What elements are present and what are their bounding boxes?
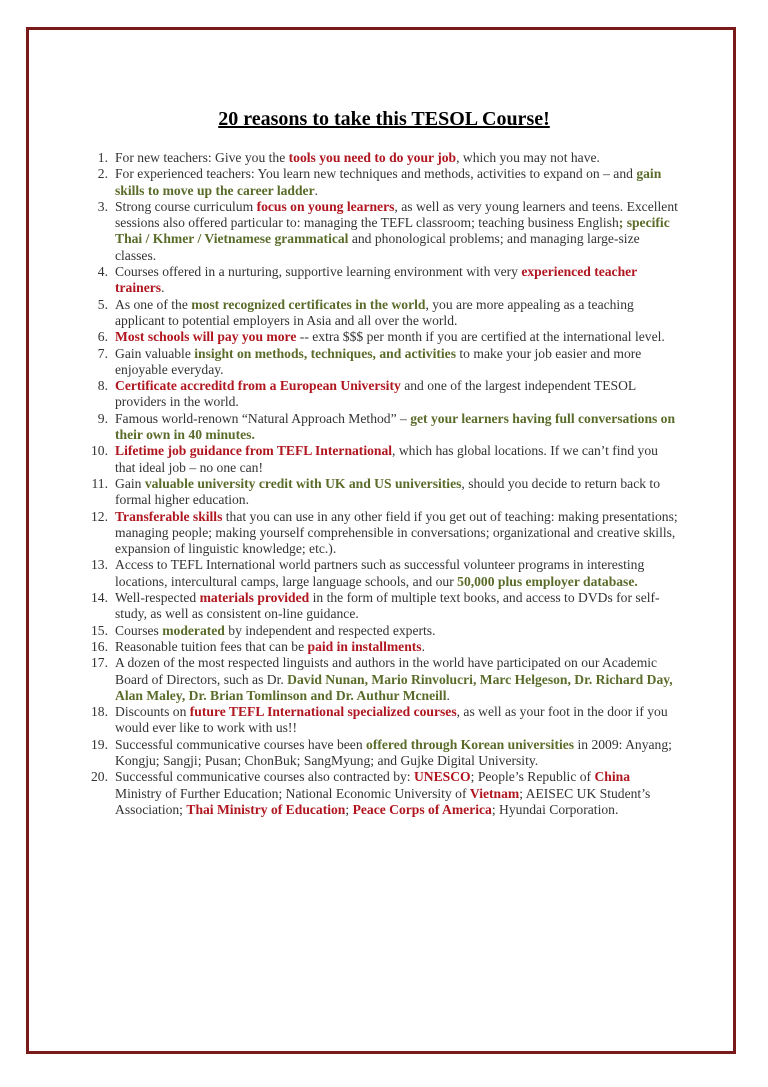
- highlighted-text: David Nunan, Mario Rinvolucri, Marc Helgeson, Dr. Richard Day, Alan Maley, Dr. Brian Tomlinson and Dr. Authur Mcneill: [115, 671, 673, 703]
- highlighted-text: Peace Corps of America: [352, 801, 492, 817]
- list-item-text: Well-respected: [115, 590, 200, 606]
- list-item-text: by independent and respected experts.: [224, 622, 436, 638]
- highlighted-text: moderated: [162, 622, 225, 638]
- list-item-text: .: [446, 687, 450, 703]
- list-item-number: 9.: [97, 410, 108, 426]
- list-item-number: 3.: [97, 198, 108, 214]
- list-item-text: to make your job easier and more enjoyable everyday.: [115, 345, 642, 377]
- list-item-number: 8.: [97, 378, 108, 394]
- highlighted-text: materials provided: [199, 590, 310, 606]
- list-item: [80, 166, 680, 199]
- list-item-text: .: [421, 638, 425, 654]
- highlighted-text: future TEFL International specialized courses: [189, 704, 457, 720]
- list-item-text: Courses offered in a nurturing, supportive learning environment with very: [115, 264, 522, 280]
- list-item-text: Courses: [115, 622, 163, 638]
- list-item-text: and one of the largest independent TESOL providers in the world.: [115, 378, 636, 410]
- list-item-text: ;: [345, 801, 353, 817]
- highlighted-text: focus on young learners: [256, 198, 395, 214]
- list-item-number: 12.: [91, 508, 108, 524]
- list-item-text: and phonological problems; and managing large-size classes.: [115, 231, 640, 263]
- list-item-number: 18.: [91, 704, 108, 720]
- highlighted-text: Transferable skills: [115, 508, 223, 524]
- highlighted-text: paid in installments: [307, 638, 422, 654]
- list-item: [80, 150, 680, 166]
- list-item: [80, 346, 680, 379]
- list-item-text: Successful communicative courses have been: [115, 736, 367, 752]
- list-item-text: Gain: [115, 475, 145, 491]
- highlighted-text: Lifetime job guidance from TEFL International: [115, 443, 393, 459]
- list-item-text: , as well as your foot in the door if you would ever like to work with us!!: [115, 704, 668, 736]
- list-item-text: Discounts on: [115, 704, 190, 720]
- list-item: [80, 769, 680, 818]
- list-item-number: 16.: [91, 638, 108, 654]
- list-item-text: , which has global locations. If we can’t find you that ideal job – no one can!: [115, 443, 658, 475]
- list-item-text: Famous world-renown “Natural Approach Method” –: [115, 410, 411, 426]
- list-item-text: , which you may not have.: [456, 150, 600, 165]
- list-item: [80, 590, 680, 623]
- list-item-number: 2.: [97, 166, 108, 182]
- list-item-text: ; AEISEC UK Student’s Association;: [115, 785, 651, 817]
- list-item: [80, 655, 680, 704]
- list-item-text: , you are more appealing as a teaching applicant to potential employers in Asia and all over the world.: [115, 296, 634, 328]
- list-item-text: .: [161, 280, 165, 296]
- list-item: [80, 557, 680, 590]
- list-item-text: , should you decide to return back to formal higher education.: [115, 475, 660, 508]
- list-item: [80, 639, 680, 655]
- list-item: [80, 199, 680, 264]
- highlighted-text: Thai Ministry of Education: [186, 801, 346, 817]
- list-item-number: 6.: [97, 329, 108, 345]
- list-item: [80, 378, 680, 411]
- highlighted-text: Most schools will pay you more: [115, 329, 297, 345]
- highlighted-text: most recognized certificates in the world: [191, 296, 426, 312]
- list-item-number: 20.: [91, 769, 108, 785]
- list-item-number: 10.: [91, 443, 108, 459]
- list-item: [80, 443, 680, 476]
- list-item-text: Ministry of Further Education; National Economic University of: [115, 785, 470, 801]
- highlighted-text: UNESCO: [413, 769, 471, 785]
- highlighted-text: 50,000 plus employer database.: [457, 573, 638, 589]
- reasons-list: [80, 150, 680, 818]
- list-item: [80, 411, 680, 444]
- list-item-text: .: [314, 182, 319, 198]
- list-item: [80, 264, 680, 297]
- list-item-number: 7.: [97, 345, 108, 361]
- list-item: [80, 297, 680, 330]
- highlighted-text: offered through Korean universities: [366, 736, 575, 752]
- highlighted-text: valuable university credit with UK and US universities: [144, 475, 462, 491]
- highlighted-text: China: [594, 769, 630, 785]
- list-item-number: 13.: [91, 557, 108, 573]
- highlighted-text: gain skills to move up the career ladder: [115, 166, 662, 198]
- list-item-text: that you can use in any other field if you get out of teaching: making presentations; managing people; making yourself comprehensible in conversations; organizational and creative skills, expansion of linguistic knowledge; etc.).: [115, 508, 678, 557]
- list-item-number: 14.: [91, 590, 108, 606]
- document-title: 20 reasons to take this TESOL Course!: [218, 108, 550, 130]
- list-item-number: 17.: [91, 655, 108, 671]
- list-item-text: , as well as very young learners and teens. Excellent sessions also offered particular to: managing the TEFL classroom; teaching business English: [115, 198, 678, 231]
- list-item-text: ; People’s Republic of: [470, 769, 595, 785]
- highlighted-text: experienced teacher trainers: [115, 264, 637, 296]
- list-item-number: 15.: [91, 622, 108, 638]
- highlighted-text: insight on methods, techniques, and activities: [194, 345, 456, 361]
- list-item-number: 5.: [97, 296, 108, 312]
- list-item-text: Strong course curriculum: [115, 198, 257, 214]
- highlighted-text: get your learners having full conversations on their own in 40 minutes.: [115, 410, 676, 443]
- list-item-text: ; Hyundai Corporation.: [491, 801, 619, 817]
- highlighted-text: Certificate accreditd from a European University: [115, 378, 401, 394]
- list-item-text: Reasonable tuition fees that can be: [115, 638, 308, 654]
- list-item: [80, 737, 680, 770]
- list-item-text: in 2009: Anyang; Kongju; Sangji; Pusan; ChonBuk; SangMyung; and Gujke Digital University.: [115, 736, 672, 768]
- highlighted-text: tools you need to do your job: [288, 150, 457, 165]
- list-item-text: As one of the: [115, 296, 192, 312]
- list-item-number: 11.: [91, 475, 108, 491]
- list-item-text: in the form of multiple text books, and access to DVDs for self-study, as well as consistent on-line guidance.: [115, 590, 660, 622]
- list-item-text: -- extra $$$ per month if you are certified at the international level.: [296, 329, 665, 345]
- list-item: [80, 329, 680, 345]
- list-item: [80, 623, 680, 639]
- list-item-text: Access to TEFL International world partners such as successful volunteer programs in interesting locations, intercultural camps, large language schools, and our: [115, 557, 645, 589]
- list-item-text: Gain valuable: [115, 345, 195, 361]
- list-item-text: For experienced teachers: You learn new techniques and methods, activities to expand on – and: [115, 166, 637, 182]
- list-item-number: 4.: [97, 264, 108, 280]
- list-item-text: For new teachers: Give you the: [115, 150, 289, 165]
- list-item: [80, 509, 680, 558]
- list-item: [80, 704, 680, 737]
- list-item: [80, 476, 680, 509]
- highlighted-text: Vietnam: [469, 785, 520, 801]
- highlighted-text: ; specific Thai / Khmer / Vietnamese grammatical: [115, 215, 670, 247]
- list-item-text: A dozen of the most respected linguists and authors in the world have participated on our Academic Board of Directors, such as Dr.: [115, 655, 658, 687]
- list-item-number: 19.: [91, 736, 108, 752]
- list-item-number: 1.: [97, 150, 108, 165]
- list-item-text: Successful communicative courses also contracted by:: [115, 769, 414, 785]
